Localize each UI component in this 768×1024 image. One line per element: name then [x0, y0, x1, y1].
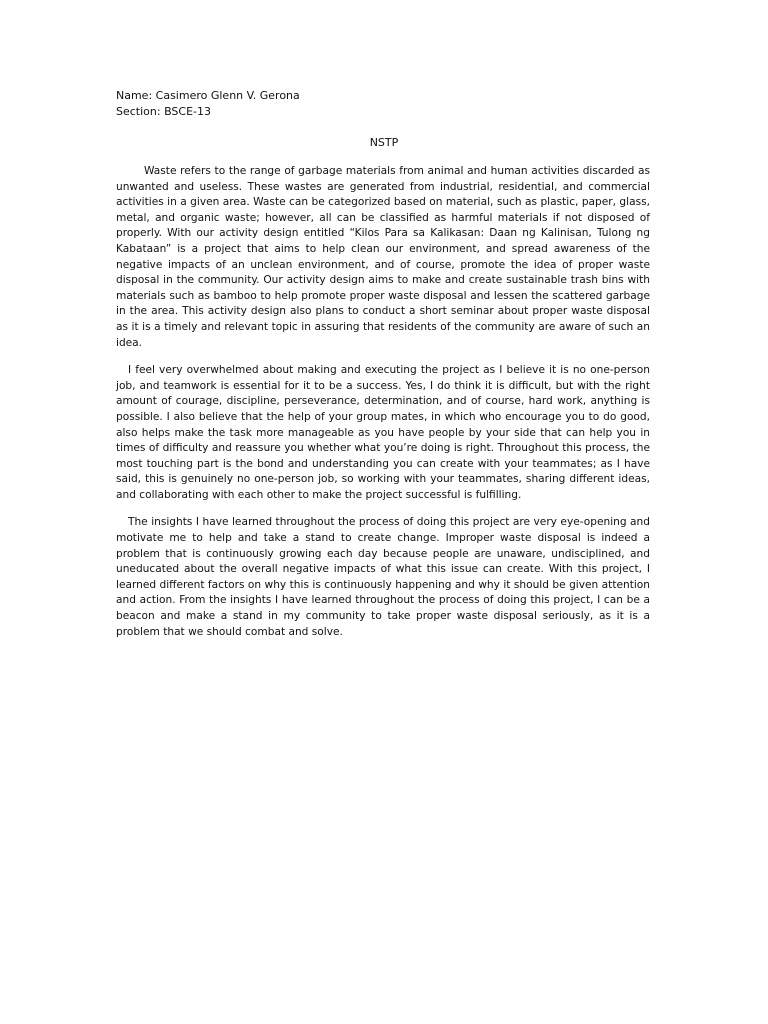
document-body	[116, 164, 650, 652]
student-name: Name: Casimero Glenn V. Gerona	[116, 89, 300, 102]
student-info	[116, 88, 300, 120]
paragraph-2: I feel very overwhelmed about making and executing the project as I believe it is no one-person job, and teamwork is essential for it to be a success. Yes, I do think it is difficult, but with the right amount of courage, discipline, perseverance, determination, and of course, hard work, anything is possible. I also believe that the help of your group mates, in which who encourage you to do good, also helps make the task more manageable as you have people by your side that can help you in times of difficulty and reassure you whether what you’re doing is right. Throughout this process, the most touching part is the bond and understanding you can create with your teammates; as I have said, this is genuinely no one-person job, so working with your teammates, sharing different ideas, and collaborating with each other to make the project successful is fulfilling.	[116, 364, 650, 501]
student-section: Section: BSCE-13	[116, 105, 212, 118]
paragraph-1: Waste refers to the range of garbage materials from animal and human activities discarded as unwanted and useless. These wastes are generated from industrial, residential, and commercial activities in a given area. Waste can be categorized based on material, such as plastic, paper, glass, metal, and organic waste; however, all can be classified as harmful materials if not disposed of properly. With our activity design entitled “Kilos Para sa Kalikasan: Daan ng Kalinisan, Tulong ng Kabataan” is a project that aims to help clean our environment, and spread awareness of the negative impacts of an unclean environment, and of course, promote the idea of proper waste disposal in the community. Our activity design aims to make and create sustainable trash bins with materials such as bamboo to help promote proper waste disposal and lessen the scattered garbage in the area. This activity design also plans to conduct a short seminar about proper waste disposal as it is a timely and relevant topic in assuring that residents of the community are aware of such an idea.	[116, 165, 650, 349]
paragraph-3: The insights I have learned throughout the process of doing this project are very eye-opening and motivate me to help and take a stand to create change. Improper waste disposal is indeed a problem that is continuously growing each day because people are unaware, undisciplined, and uneducated about the overall negative impacts of what this issue can create. With this project, I learned different factors on why this is continuously happening and why it should be given attention and action. From the insights I have learned throughout the process of doing this project, I can be a beacon and make a stand in my community to take proper waste disposal seriously, as it is a problem that we should combat and solve.	[116, 516, 650, 638]
document-title: NSTP	[369, 136, 399, 149]
